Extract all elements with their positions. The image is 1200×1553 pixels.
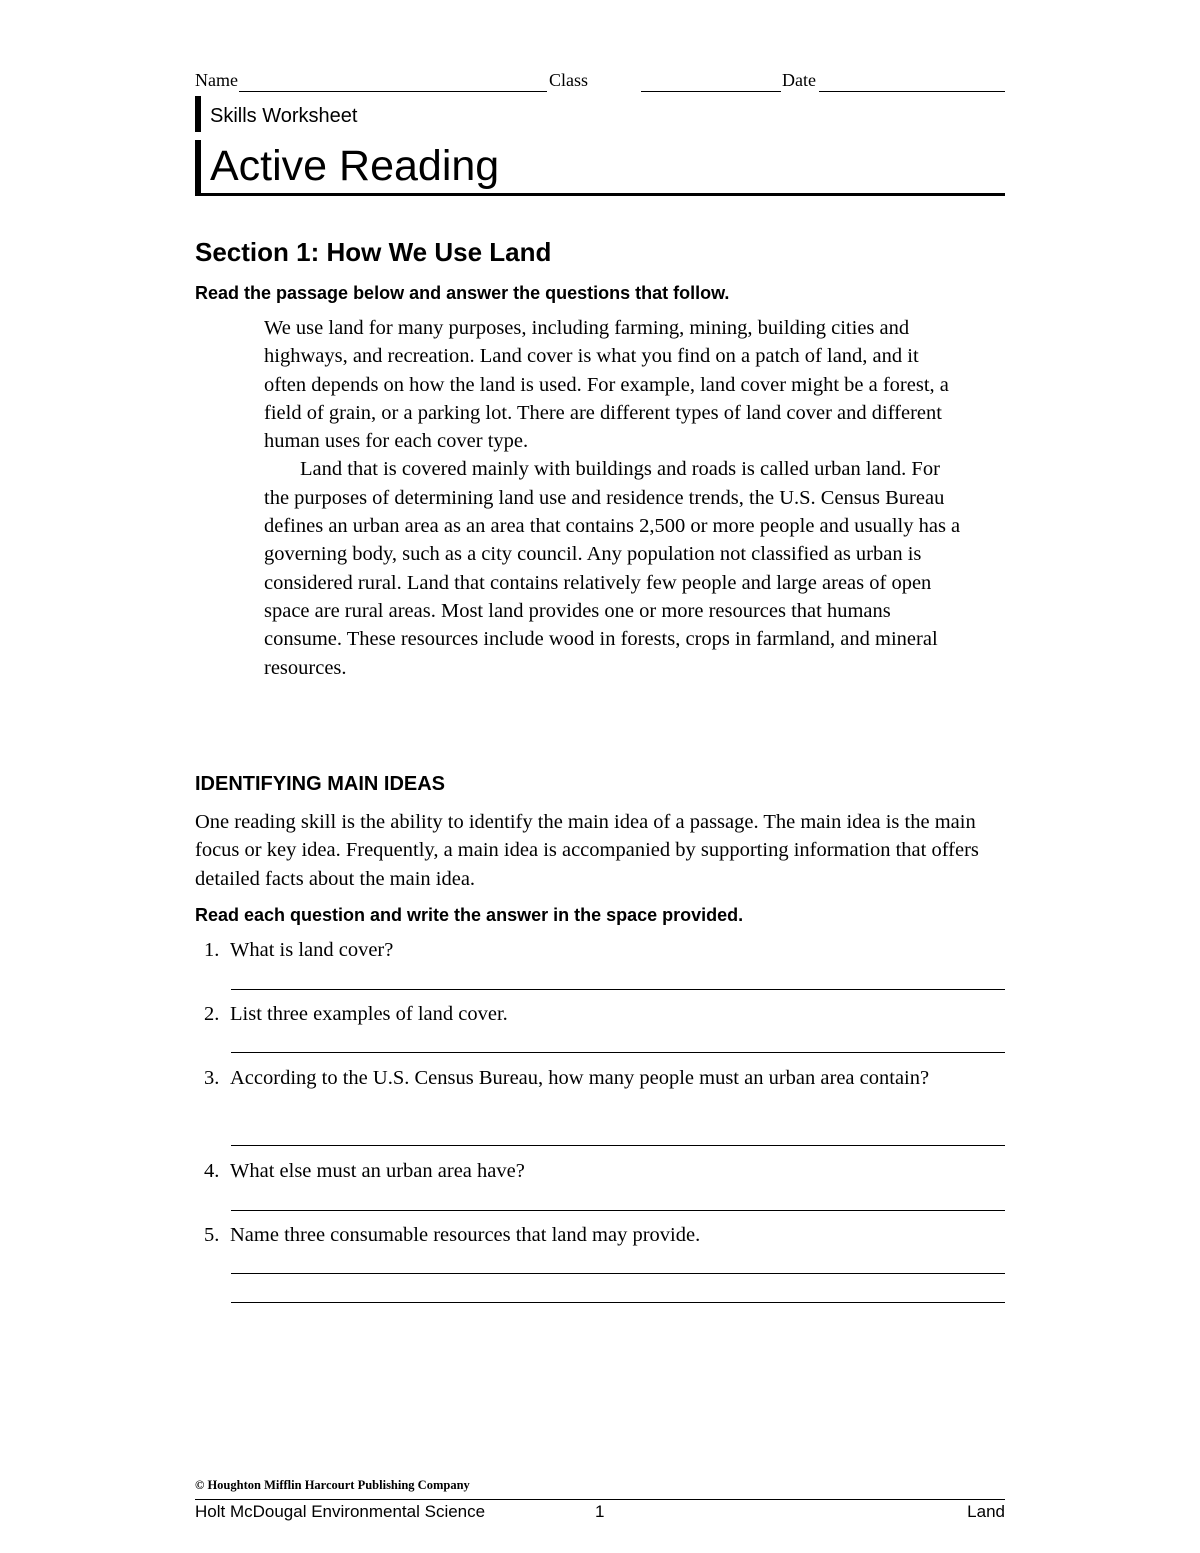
question-text: Name three consumable resources that land may provide. [230, 1224, 701, 1246]
footer-chapter: Land [967, 1502, 1005, 1521]
answer-line-5b[interactable] [231, 1302, 1005, 1303]
title-rule [197, 193, 1005, 196]
class-label: Class [549, 70, 589, 90]
footer-book-title: Holt McDougal Environmental Science [195, 1502, 486, 1521]
question-text: What else must an urban area have? [230, 1160, 525, 1182]
copyright-notice: © Houghton Mifflin Harcourt Publishing Company [195, 1478, 470, 1492]
name-label: Name [195, 70, 238, 90]
footer-rule [195, 1499, 1005, 1500]
date-field-line[interactable] [819, 91, 1005, 92]
question-number: 2. [204, 1003, 220, 1025]
answer-line-2[interactable] [231, 1052, 1005, 1053]
answer-line-1[interactable] [231, 989, 1005, 990]
name-field-line[interactable] [239, 91, 547, 92]
title-bar [195, 140, 201, 196]
question-number: 4. [204, 1160, 220, 1182]
footer-page-number: 1 [595, 1502, 605, 1521]
question-number: 1. [204, 939, 220, 961]
skill-heading: IDENTIFYING MAIN IDEAS [195, 773, 446, 795]
date-label: Date [782, 70, 816, 90]
section-heading: Section 1: How We Use Land [195, 237, 552, 267]
question-text: List three examples of land cover. [230, 1003, 508, 1025]
answer-line-5a[interactable] [231, 1273, 1005, 1274]
passage-paragraph-2: Land that is covered mainly with buildings and roads is called urban land. For the purposes of determining land use and residence trends, the U.S. Census Bureau defines an urban area as an area that contains 2,500 or more people and usually has a governing body, such as a city council. Any population not classified as urban is considered rural. Land that contains relatively few people and large areas of open space are rural areas. Most land provides one or more resources that humans consume. These resources include wood in forests, crops in farmland, and mineral resources. [264, 458, 961, 679]
question-text: What is land cover? [230, 939, 394, 961]
question-text: According to the U.S. Census Bureau, how many people must an urban area contain? [230, 1067, 930, 1089]
question-number: 3. [204, 1067, 220, 1089]
reading-passage [264, 314, 964, 682]
skill-intro: One reading skill is the ability to identify the main idea of a passage. The main idea is the main focus or key idea. Frequently, a main idea is accompanied by supporting information that offers detailed facts about the main idea. [195, 811, 979, 890]
passage-paragraph-1: We use land for many purposes, including farming, mining, building cities and highways, and recreation. Land cover is what you find on a patch of land, and it often depends on how the land is used. For example, land cover might be a forest, a field of grain, or a parking lot. There are different types of land cover and different human uses for each cover type. [264, 317, 949, 453]
question-number: 5. [204, 1224, 220, 1246]
student-info-header [195, 70, 1005, 96]
question-instruction: Read each question and write the answer in the space provided. [195, 905, 744, 925]
worksheet-type-label: Skills Worksheet [210, 105, 358, 127]
answer-line-3[interactable] [231, 1145, 1005, 1146]
class-field-line[interactable] [641, 91, 781, 92]
worksheet-label-bar [195, 96, 201, 132]
page-title: Active Reading [210, 142, 500, 190]
passage-instruction: Read the passage below and answer the questions that follow. [195, 283, 730, 303]
answer-line-4[interactable] [231, 1210, 1005, 1211]
